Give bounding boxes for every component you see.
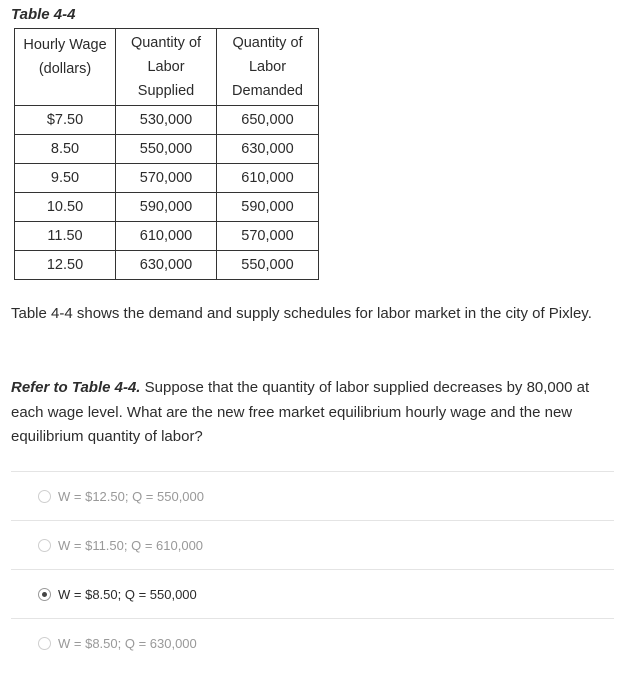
wage-labor-table xyxy=(14,28,319,280)
cell-demanded: 630,000 xyxy=(217,135,319,164)
header-line: (dollars) xyxy=(38,61,92,77)
question-body: Suppose that the quantity of labor supplied decreases by 80,000 at each wage level. What are the new free market equilibrium hourly wage and the new equilibrium quantity of labor? xyxy=(11,379,590,445)
divider xyxy=(11,520,614,521)
table-row xyxy=(15,135,319,164)
header-quantity-supplied xyxy=(116,29,217,106)
answer-option-4[interactable] xyxy=(38,633,197,653)
table-caption: Table 4-4 xyxy=(11,6,76,23)
table-row xyxy=(15,251,319,280)
cell-supplied: 570,000 xyxy=(116,164,217,193)
question-reference: Refer to Table 4-4. xyxy=(11,379,141,396)
answer-option-label: W = $8.50; Q = 550,000 xyxy=(58,586,197,602)
table-row xyxy=(15,106,319,135)
header-line: Hourly Wage xyxy=(23,37,107,53)
header-line: Labor xyxy=(248,59,287,75)
cell-demanded: 550,000 xyxy=(217,251,319,280)
radio-button-icon[interactable] xyxy=(38,490,51,503)
radio-button-icon[interactable] xyxy=(38,539,51,552)
table-header-row xyxy=(15,29,319,106)
header-line: Quantity of xyxy=(130,35,202,51)
header-quantity-demanded xyxy=(217,29,319,106)
radio-button-selected-icon[interactable] xyxy=(38,588,51,601)
answer-option-3[interactable] xyxy=(38,584,197,604)
divider xyxy=(11,618,614,619)
answer-option-2[interactable] xyxy=(38,535,203,555)
cell-supplied: 590,000 xyxy=(116,193,217,222)
cell-wage: $7.50 xyxy=(15,106,116,135)
divider xyxy=(11,569,614,570)
cell-demanded: 570,000 xyxy=(217,222,319,251)
answer-option-1[interactable] xyxy=(38,486,204,506)
cell-supplied: 530,000 xyxy=(116,106,217,135)
cell-wage: 8.50 xyxy=(15,135,116,164)
cell-wage: 9.50 xyxy=(15,164,116,193)
divider xyxy=(11,471,614,472)
radio-button-icon[interactable] xyxy=(38,637,51,650)
cell-supplied: 610,000 xyxy=(116,222,217,251)
answer-option-label: W = $8.50; Q = 630,000 xyxy=(58,635,197,651)
cell-wage: 11.50 xyxy=(15,222,116,251)
cell-demanded: 650,000 xyxy=(217,106,319,135)
cell-supplied: 630,000 xyxy=(116,251,217,280)
table-row xyxy=(15,193,319,222)
table-row xyxy=(15,164,319,193)
cell-demanded: 610,000 xyxy=(217,164,319,193)
header-line: Demanded xyxy=(232,83,303,99)
cell-wage: 12.50 xyxy=(15,251,116,280)
table-description: Table 4-4 shows the demand and supply schedules for labor market in the city of Pixley. xyxy=(11,305,592,322)
table-row xyxy=(15,222,319,251)
answer-option-label: W = $11.50; Q = 610,000 xyxy=(58,537,204,553)
header-line: Quantity of xyxy=(232,35,303,51)
header-line: Labor xyxy=(147,59,185,75)
question-text xyxy=(11,376,616,450)
cell-wage: 10.50 xyxy=(15,193,116,222)
cell-supplied: 550,000 xyxy=(116,135,217,164)
header-line: Supplied xyxy=(137,83,195,99)
header-hourly-wage xyxy=(15,29,116,106)
answer-option-label: W = $12.50; Q = 550,000 xyxy=(58,488,204,504)
cell-demanded: 590,000 xyxy=(217,193,319,222)
radio-dot-icon xyxy=(42,592,47,597)
